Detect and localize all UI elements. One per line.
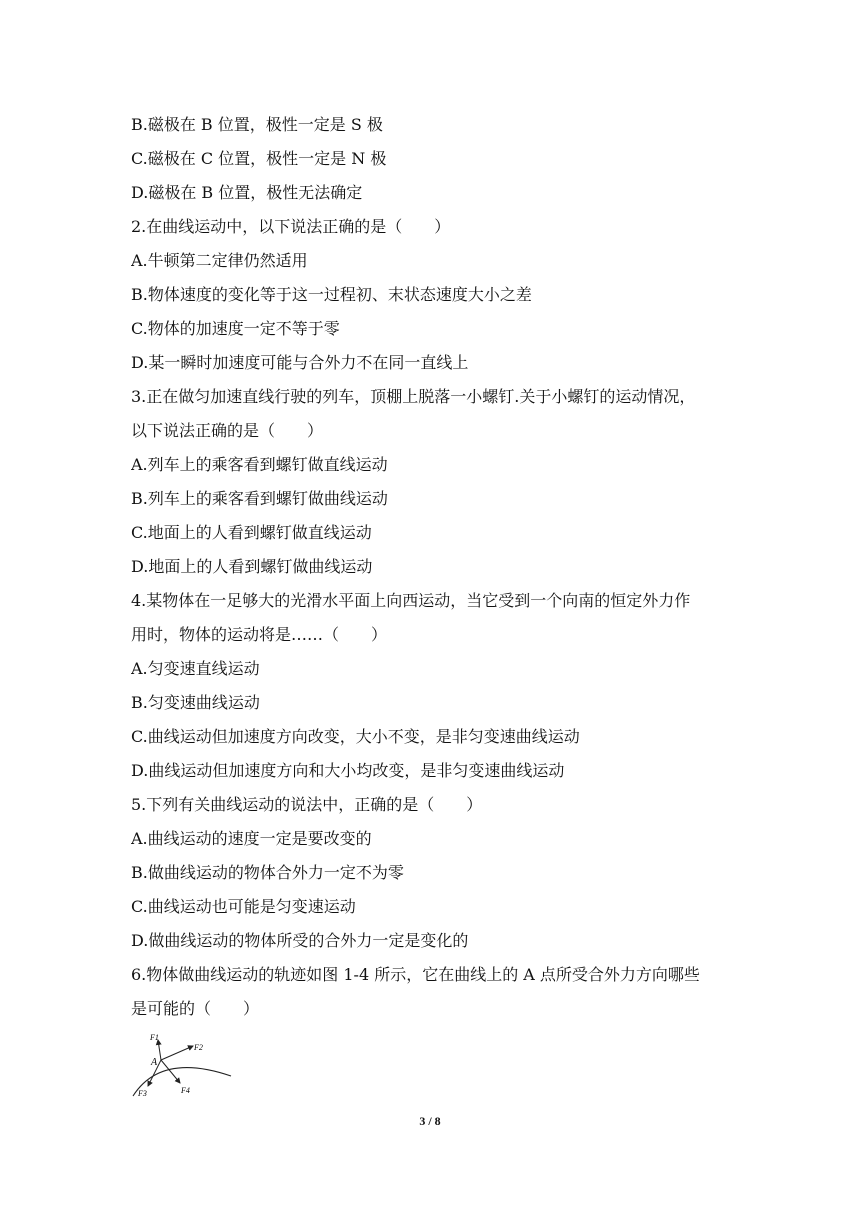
- option-4-d: D.曲线运动但加速度方向和大小均改变，是非匀变速曲线运动: [131, 761, 565, 780]
- question-6-stem-line-1: 6.物体做曲线运动的轨迹如图 1-4 所示，它在曲线上的 A 点所受合外力方向哪些: [131, 965, 700, 984]
- option-2-a: A.牛顿第二定律仍然适用: [131, 251, 308, 270]
- option-5-c: C.曲线运动也可能是匀变速运动: [131, 897, 356, 916]
- question-6-stem-line-2: 是可能的（ ）: [131, 999, 260, 1018]
- curve-force-figure: [131, 1030, 241, 1100]
- option-4-c: C.曲线运动但加速度方向改变，大小不变，是非匀变速曲线运动: [131, 727, 580, 746]
- page-number: 3 / 8: [419, 1114, 441, 1128]
- question-4-stem-line-2: 用时，物体的运动将是……（ ）: [131, 625, 388, 644]
- force-label-f3: F3: [138, 1089, 147, 1098]
- option-3-c: C.地面上的人看到螺钉做直线运动: [131, 523, 372, 542]
- question-5-stem: 5.下列有关曲线运动的说法中，正确的是（ ）: [131, 795, 483, 814]
- option-4-b: B.匀变速曲线运动: [131, 693, 260, 712]
- force-label-f4: F4: [181, 1086, 190, 1095]
- point-a-label: A: [151, 1057, 158, 1068]
- force-arrow-f2: [161, 1046, 193, 1060]
- option-3-b: B.列车上的乘客看到螺钉做曲线运动: [131, 489, 388, 508]
- force-label-f1: F1: [150, 1033, 159, 1042]
- option-1-b: B.磁极在 B 位置，极性一定是 S 极: [131, 115, 383, 134]
- question-3-stem-line-1: 3.正在做匀加速直线行驶的列车，顶棚上脱落一小螺钉.关于小螺钉的运动情况，: [131, 387, 696, 406]
- option-1-d: D.磁极在 B 位置，极性无法确定: [131, 183, 363, 202]
- option-5-b: B.做曲线运动的物体合外力一定不为零: [131, 863, 404, 882]
- question-content: [131, 108, 741, 1100]
- option-1-c: C.磁极在 C 位置，极性一定是 N 极: [131, 149, 387, 168]
- option-4-a: A.匀变速直线运动: [131, 659, 260, 678]
- question-4-stem-line-1: 4.某物体在一足够大的光滑水平面上向西运动，当它受到一个向南的恒定外力作: [131, 591, 691, 610]
- option-5-a: A.曲线运动的速度一定是要改变的: [131, 829, 372, 848]
- trajectory-diagram: [131, 1030, 241, 1100]
- option-2-d: D.某一瞬时加速度可能与合外力不在同一直线上: [131, 353, 469, 372]
- option-3-a: A.列车上的乘客看到螺钉做直线运动: [131, 455, 388, 474]
- force-label-f2: F2: [194, 1043, 203, 1052]
- option-3-d: D.地面上的人看到螺钉做曲线运动: [131, 557, 373, 576]
- option-2-b: B.物体速度的变化等于这一过程初、末状态速度大小之差: [131, 285, 532, 304]
- option-5-d: D.做曲线运动的物体所受的合外力一定是变化的: [131, 931, 469, 950]
- question-2-stem: 2.在曲线运动中，以下说法正确的是（ ）: [131, 217, 451, 236]
- option-2-c: C.物体的加速度一定不等于零: [131, 319, 340, 338]
- question-3-stem-line-2: 以下说法正确的是（ ）: [131, 421, 324, 440]
- force-arrow-f1: [158, 1040, 161, 1060]
